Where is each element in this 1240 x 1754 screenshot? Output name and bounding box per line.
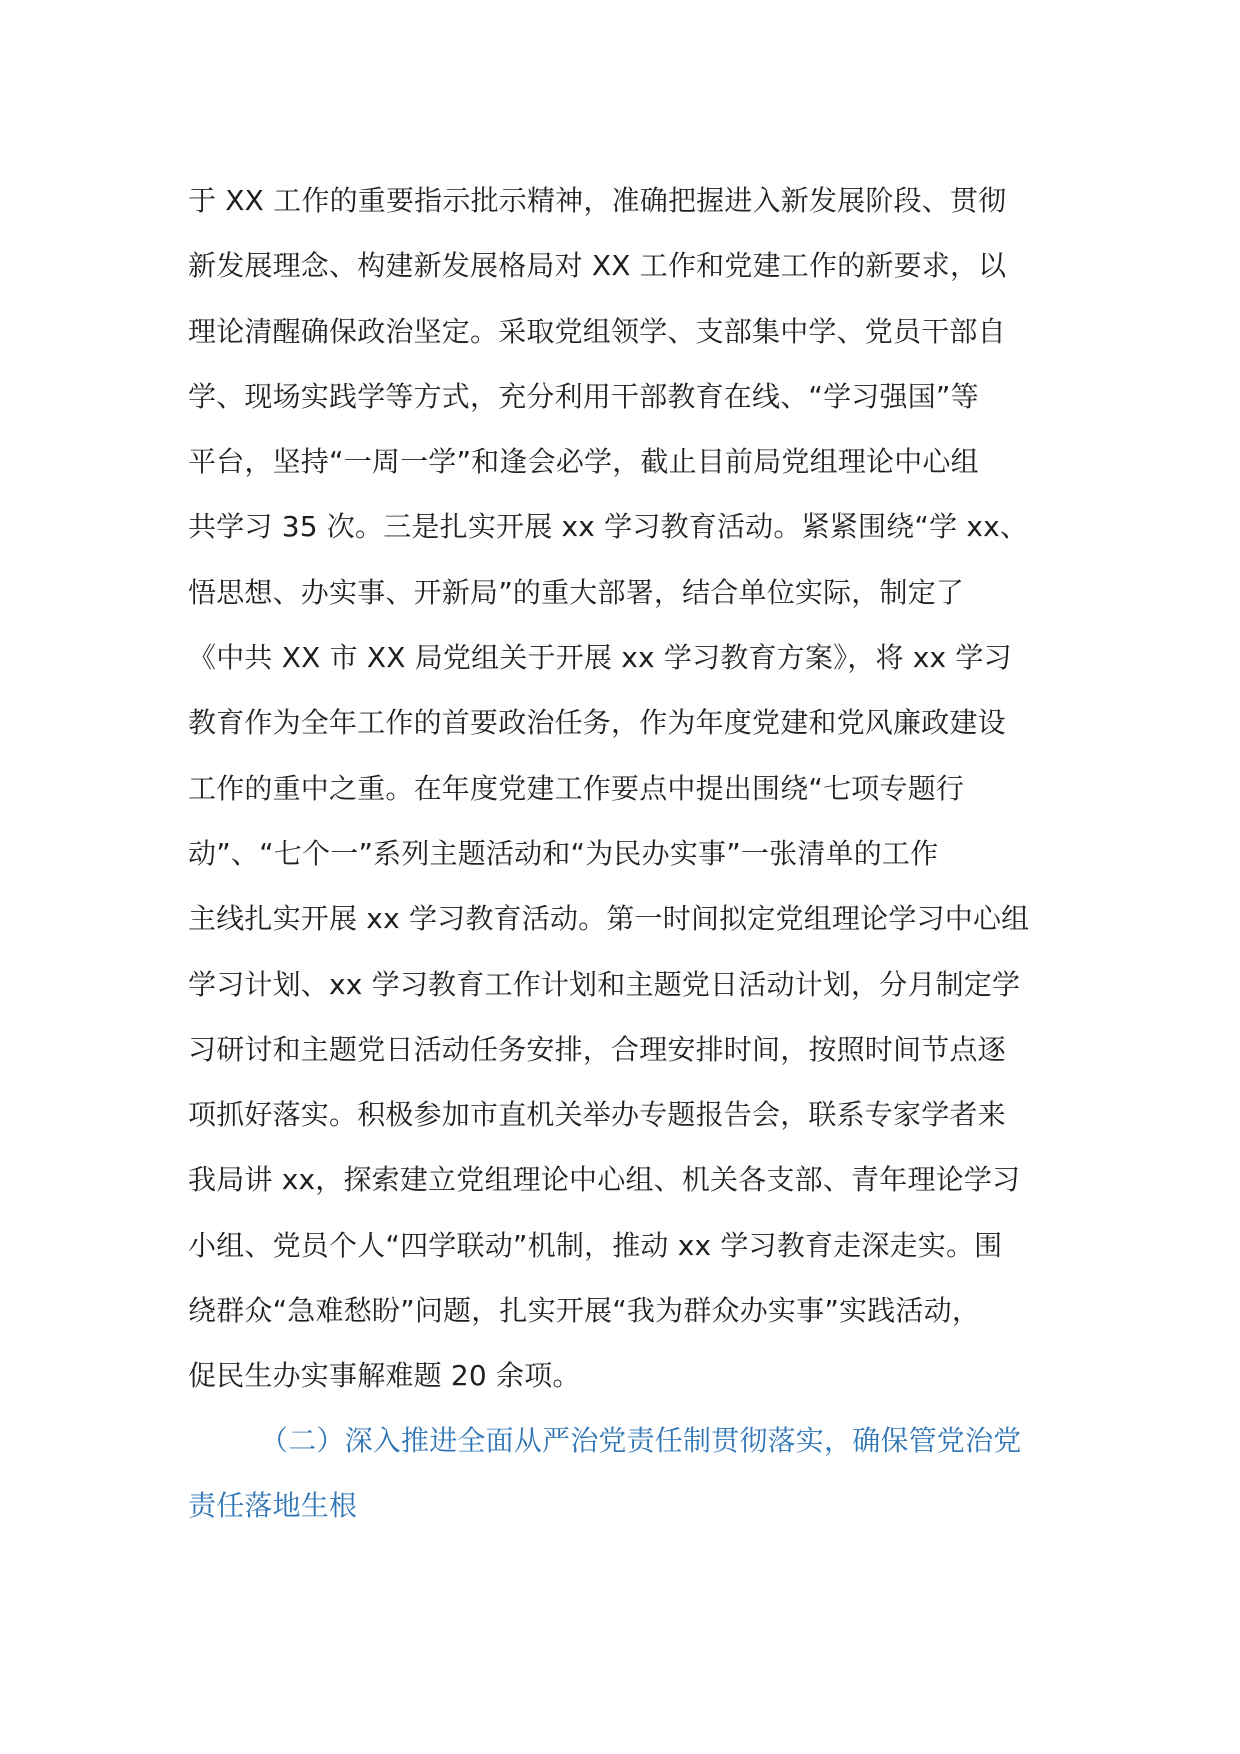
paragraph-line: 教育作为全年工作的首要政治任务，作为年度党建和党风廉政建设 (188, 706, 1006, 740)
body-paragraph (188, 168, 1068, 1409)
paragraph-line: 促民生办实事解难题 20 余项。 (188, 1359, 581, 1393)
paragraph-line: 悟思想、办实事、开新局”的重大部署，结合单位实际，制定了 (188, 575, 965, 609)
paragraph-line: 学、现场实践学等方式，充分利用干部教育在线、“学习强国”等 (188, 379, 979, 413)
paragraph-line: 《中共 XX 市 XX 局党组关于开展 xx 学习教育方案》，将 xx 学习 (188, 641, 1012, 675)
paragraph-line: 项抓好落实。积极参加市直机关举办专题报告会，联系专家学者来 (188, 1098, 1006, 1132)
paragraph-line: 共学习 35 次。三是扎实开展 xx 学习教育活动。紧紧围绕“学 xx、 (188, 510, 1029, 544)
section-heading-line: 责任落地生根 (188, 1489, 358, 1523)
paragraph-line: 工作的重中之重。在年度党建工作要点中提出围绕“七项专题行 (188, 771, 965, 805)
paragraph-line: 习研讨和主题党日活动任务安排，合理安排时间，按照时间节点逐 (188, 1032, 1006, 1066)
paragraph-line: 我局讲 xx，探索建立党组理论中心组、机关各支部、青年理论学习 (188, 1163, 1021, 1197)
paragraph-line: 于 XX 工作的重要指示批示精神，准确把握进入新发展阶段、贯彻 (188, 184, 1007, 217)
paragraph-line: 主线扎实开展 xx 学习教育活动。第一时间拟定党组理论学习中心组 (188, 902, 1030, 936)
section-heading-line: （二）深入推进全面从严治党责任制贯彻落实，确保管党治党 (260, 1424, 1022, 1457)
paragraph-line: 绕群众“急难愁盼”问题，扎实开展“我为群众办实事”实践活动， (188, 1294, 981, 1328)
paragraph-line: 动”、“七个一”系列主题活动和“为民办实事”一张清单的工作 (188, 836, 939, 870)
paragraph-line: 平台，坚持“一周一学”和逢会必学，截止目前局党组理论中心组 (188, 445, 979, 479)
paragraph-line: 学习计划、xx 学习教育工作计划和主题党日活动计划，分月制定学 (188, 967, 1021, 1001)
paragraph-line: 理论清醒确保政治坚定。采取党组领学、支部集中学、党员干部自 (188, 314, 1006, 348)
paragraph-line: 新发展理念、构建新发展格局对 XX 工作和党建工作的新要求，以 (188, 249, 1007, 283)
paragraph-line: 小组、党员个人“四学联动”机制，推动 xx 学习教育走深走实。围 (188, 1228, 1003, 1262)
section-heading (188, 1408, 1068, 1539)
